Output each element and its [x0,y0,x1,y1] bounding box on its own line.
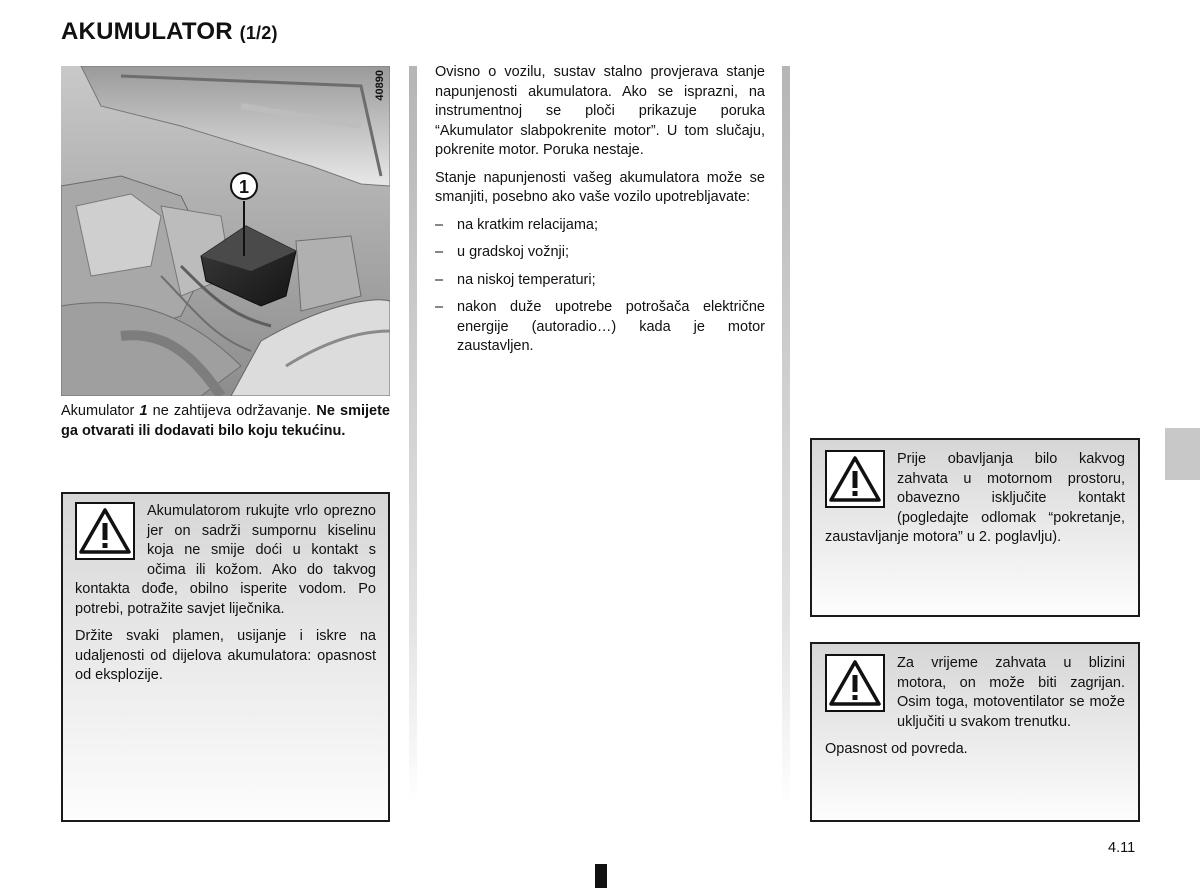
page-title [61,18,278,46]
engine-bay-drawing [61,66,390,396]
list-item: – na niskoj temperaturi; [435,271,596,288]
engine-bay-illustration [61,66,390,396]
callout-number: 1 [238,177,250,197]
warning-text-2: Držite svaki plamen, usijanje i iskre na udaljenosti od dijelova akumulatora: opasnost od eksplozije. [75,628,376,683]
warning-text-2: Opasnost od povreda. [825,741,968,757]
usage-list [435,216,765,357]
column-divider-right [782,66,790,806]
figure-code: 40890 [374,70,386,101]
column-divider-left [409,66,417,806]
title-part: (1/2) [239,23,278,43]
warning-box-hot-engine [810,642,1140,822]
caption-text-after: ne zahtijeva održavanje. [147,403,317,419]
paragraph: Ovisno o vozilu, sustav stalno provjerava stanje napunjenosti akumulatora. Ako se isprazni, na instrumentnoj se ploči prikazuje poruka “Akumulator slabpokrenite motor”. U tom slučaju, pokrenite motor. Poruka nestaje. [435,64,765,158]
warning-triangle-icon [825,654,885,712]
caption-ref: 1 [139,403,148,419]
chapter-tab [1165,428,1200,480]
warning-triangle-icon [75,502,135,560]
page-number: 4.11 [1108,840,1136,856]
paragraph: Stanje napunjenosti vašeg akumulatora može se smanjiti, posebno ako vaše vozilo upotrebljavate: [435,169,765,205]
main-text-column [435,63,765,365]
figure-caption [61,402,390,441]
list-item: – na kratkim relacijama; [435,216,599,233]
title-text: AKUMULATOR [61,18,233,45]
warning-triangle-icon [825,450,885,508]
warning-box-acid [61,492,390,822]
warning-box-ignition [810,438,1140,617]
list-item: – u gradskoj vožnji; [435,244,570,260]
warning-text: Za vrijeme zahvata u blizini motora, on može biti zagrijan. Osim toga, motoventilator se može uključiti u svakom trenutku. [897,655,1125,730]
print-mark [595,864,607,888]
warning-text: Prije obavljanja bilo kakvog zahvata u motornom prostoru, obavezno isključite kontakt (pogledajte odlomak “pokretanje, zaustavljanje motora” u 2. poglavlju). [825,451,1125,545]
caption-text: Akumulator [61,403,140,419]
list-item: – nakon duže upotrebe potrošača električne energije (autoradio…) kada je motor zaustavljen. [435,299,765,354]
caption-bold: Ne smijete ga otvarati ili dodavati bilo koju tekućinu. [61,403,390,439]
warning-text: Akumulatorom rukujte vrlo oprezno jer on sadrži sumpornu kiselinu koja ne smije doći u kontakt s očima ili kožom. Ako do takvog kontakta dođe, obilno isperite vodom. Po potrebi, potražite savjet liječnika. [75,503,376,617]
